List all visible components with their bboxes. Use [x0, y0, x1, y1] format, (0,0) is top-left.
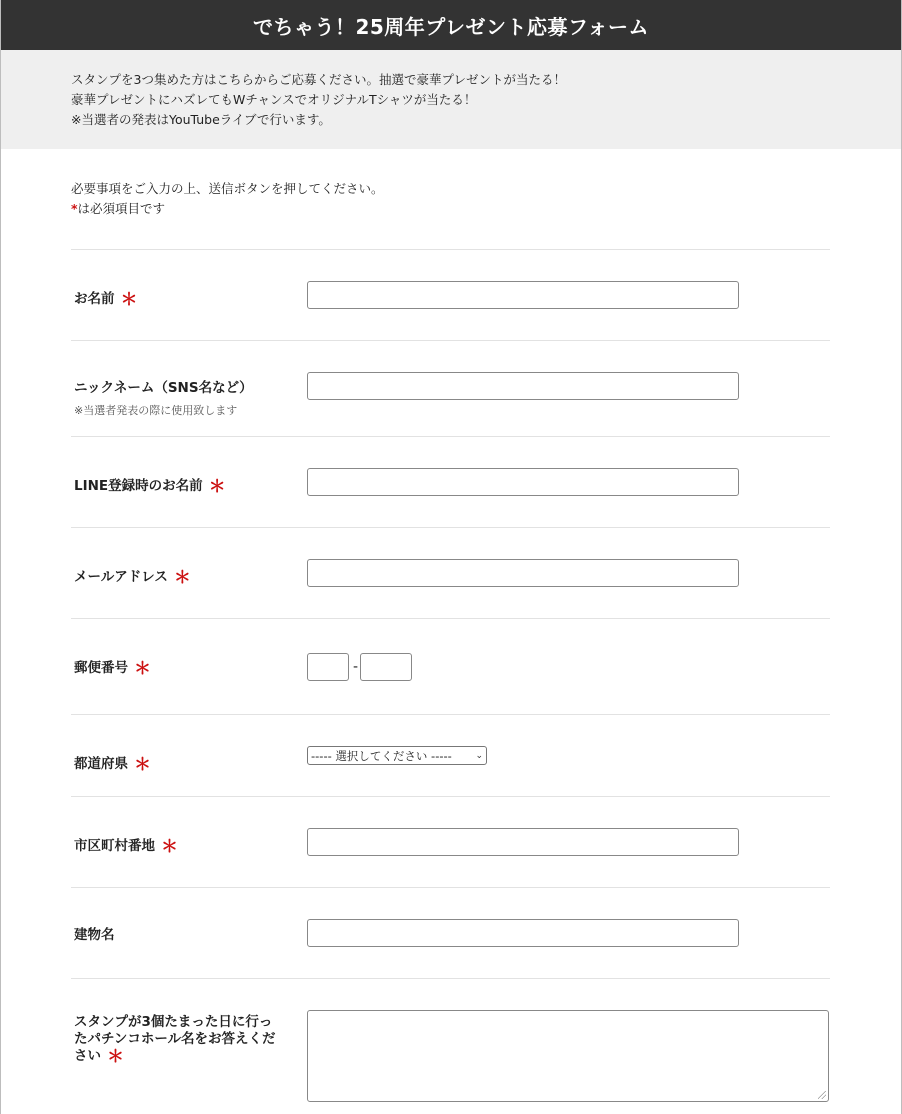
nickname-label-text: ニックネーム（SNS名など） [74, 380, 253, 396]
form-notice [1, 149, 901, 249]
notice-instruction: 必要事項をご入力の上、送信ボタンを押してください。 [71, 181, 384, 196]
building-label-text: 建物名 [74, 927, 115, 943]
required-star-icon: ＊ [134, 755, 151, 775]
hall-label [71, 1010, 307, 1114]
nickname-note: ※当選者発表の際に使用致します [74, 404, 238, 417]
email-label [71, 559, 307, 618]
row-name [71, 250, 830, 341]
intro-line: ※当選者の発表はYouTubeライブで行います。 [71, 112, 331, 127]
required-text: は必須項目です [77, 201, 166, 216]
application-form [71, 249, 830, 1114]
intro-line: 豪華プレゼントにハズレてもWチャンスでオリジナルTシャツが当たる！ [71, 92, 477, 107]
address-label [71, 828, 307, 887]
required-star-icon: ＊ [134, 659, 151, 679]
header-bar [1, 0, 901, 50]
name-label [71, 281, 307, 340]
intro-panel [1, 50, 901, 149]
prefecture-selected-value: ----- 選択してください ----- [311, 748, 452, 763]
row-zip [71, 619, 830, 715]
row-building [71, 888, 830, 979]
required-star-icon: ＊ [161, 837, 178, 857]
intro-line: スタンプを3つ集めた方はこちらからご応募ください。抽選で豪華プレゼントが当たる！ [71, 72, 566, 87]
line-name-label-text: LINE登録時のお名前 [74, 478, 203, 494]
zip-label-text: 郵便番号 [74, 660, 128, 676]
name-label-text: お名前 [74, 291, 115, 307]
building-label [71, 919, 307, 978]
page-title: でちゃう！25周年プレゼント応募フォーム [252, 14, 650, 39]
building-input[interactable] [307, 919, 739, 947]
hall-textarea[interactable] [307, 1010, 829, 1102]
required-mark: * [71, 201, 78, 216]
resize-grip-icon[interactable] [818, 1091, 826, 1099]
line-name-label [71, 468, 307, 527]
zip-second-input[interactable] [360, 653, 412, 681]
nickname-label [71, 372, 307, 436]
zip-label [71, 653, 307, 714]
hall-label-text: スタンプが3個たまった日に行ったパチンコホール名をお答えください [74, 1014, 276, 1064]
row-hall [71, 979, 830, 1114]
notice-required [71, 199, 901, 219]
row-address [71, 797, 830, 888]
zip-first-input[interactable] [307, 653, 349, 681]
prefecture-label-text: 都道府県 [74, 756, 128, 772]
prefecture-label [71, 746, 307, 796]
email-input[interactable] [307, 559, 739, 587]
row-nickname [71, 341, 830, 437]
zip-separator: - [353, 659, 359, 675]
line-name-input[interactable] [307, 468, 739, 496]
prefecture-select[interactable] [307, 746, 487, 765]
required-star-icon: ＊ [107, 1047, 124, 1067]
row-line-name [71, 437, 830, 528]
required-star-icon: ＊ [173, 568, 191, 588]
email-label-text: メールアドレス [74, 569, 168, 585]
required-star-icon: ＊ [120, 290, 138, 310]
address-input[interactable] [307, 828, 739, 856]
address-label-text: 市区町村番地 [74, 838, 155, 854]
required-star-icon: ＊ [208, 477, 226, 497]
nickname-input[interactable] [307, 372, 739, 400]
name-input[interactable] [307, 281, 739, 309]
row-email [71, 528, 830, 619]
chevron-down-icon: ⌄ [475, 750, 483, 761]
row-prefecture [71, 715, 830, 797]
